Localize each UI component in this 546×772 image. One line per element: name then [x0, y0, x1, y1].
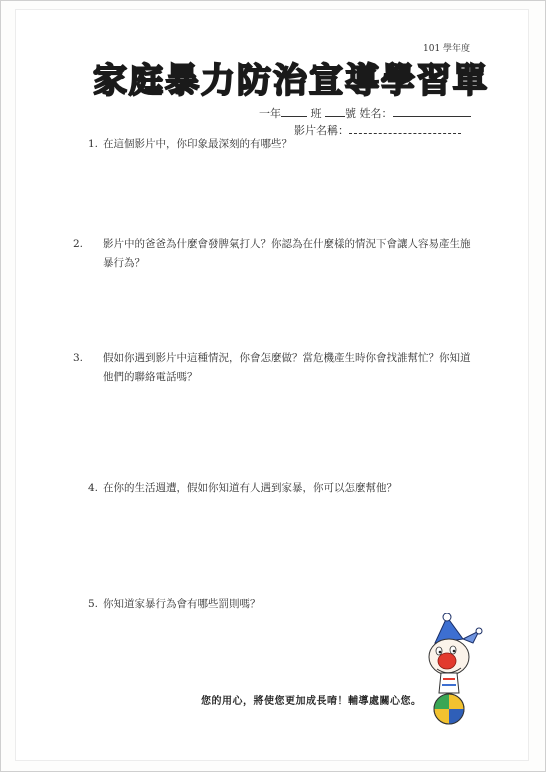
question-2 [73, 235, 473, 273]
student-info-row [259, 105, 471, 121]
question-number: 3. [73, 352, 84, 364]
question-text: 你知道家暴行為會有哪些罰則嗎？ [103, 598, 261, 610]
question-text: 影片中的爸爸為什麼會發脾氣打人？你認為在什麼樣的情況下會讓人容易產生施暴行為？ [103, 238, 471, 269]
question-text: 在這個影片中，你印象最深刻的有哪些？ [103, 138, 292, 150]
footer-message: 您的用心，將使您更加成長唷！輔導處關心您。 [201, 696, 422, 707]
film-name-label: 影片名稱： [294, 124, 349, 137]
grade-label: 一年 [259, 107, 281, 120]
class-blank[interactable] [281, 106, 307, 117]
question-5 [88, 595, 468, 614]
question-number: 5. [88, 598, 99, 610]
number-blank[interactable] [325, 106, 345, 117]
name-blank[interactable] [393, 106, 471, 117]
question-text: 在你的生活週遭，假如你知道有人遇到家暴，你可以怎麼幫他？ [103, 482, 397, 494]
number-label: 號 [345, 107, 356, 120]
question-3 [73, 349, 473, 387]
question-text: 假如你遇到影片中這種情況，你會怎麼做？當危機產生時你會找誰幫忙？你知道他們的聯絡電話嗎？ [103, 352, 471, 383]
film-name-blank[interactable] [349, 123, 461, 134]
question-number: 2. [73, 238, 84, 250]
school-year: 101 學年度 [423, 44, 471, 54]
clown-on-ball-icon [413, 613, 493, 725]
question-4 [88, 479, 468, 498]
worksheet-title: 家庭暴力防治宣導學習單 [93, 61, 489, 101]
name-label: 姓名： [359, 107, 393, 120]
class-label: 班 [310, 107, 322, 120]
question-number: 4. [88, 482, 99, 494]
question-1 [88, 135, 468, 154]
question-number: 1. [88, 138, 99, 150]
